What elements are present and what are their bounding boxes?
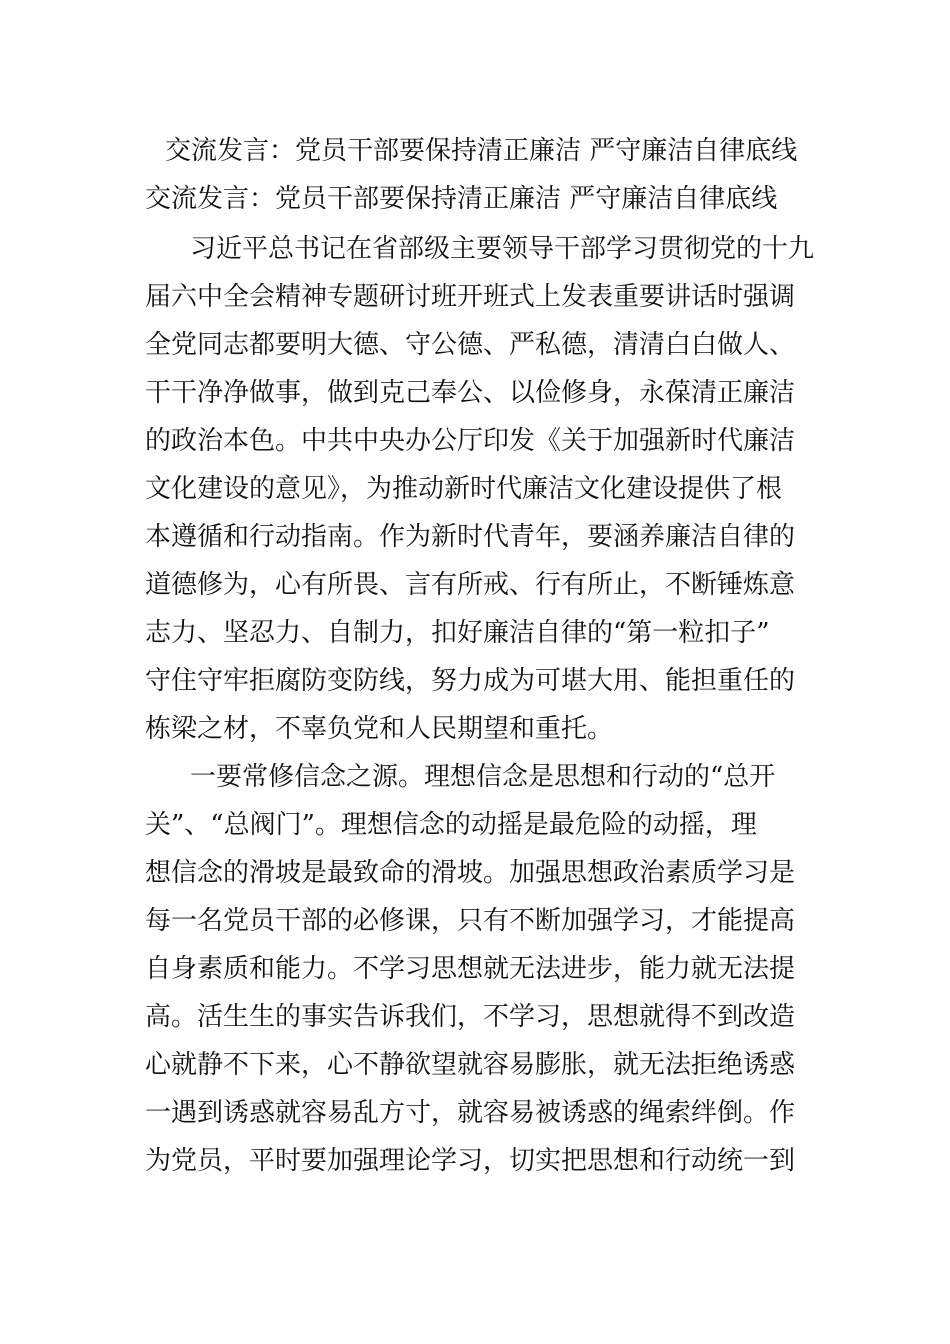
paragraph-1-line-11: 栋梁之材，不辜负党和人民期望和重托。 <box>145 714 614 744</box>
paragraph-2-line-9: 为党员，平时要加强理论学习，切实把思想和行动统一到 <box>145 1146 796 1176</box>
paragraph-1-line-7: 本遵循和行动指南。作为新时代青年，要涵养廉洁自律的 <box>145 522 796 552</box>
paragraph-2-line-7: 心就静不下来，心不静欲望就容易膨胀，就无法拒绝诱惑 <box>145 1050 796 1080</box>
paragraph-2-line-2: 关”、“总阀门”。理想信念的动摇是最危险的动摇，理 <box>145 810 757 840</box>
paragraph-2-line-4: 每一名党员干部的必修课，只有不断加强学习，才能提高 <box>145 906 796 936</box>
paragraph-1-line-8: 道德修为，心有所畏、言有所戒、行有所止，不断锤炼意 <box>145 570 796 600</box>
document-title: 交流发言：党员干部要保持清正廉洁 严守廉洁自律底线 <box>165 136 798 166</box>
paragraph-1-line-5: 的政治本色。中共中央办公厅印发《关于加强新时代廉洁 <box>145 426 796 456</box>
paragraph-1-line-2: 届六中全会精神专题研讨班开班式上发表重要讲话时强调 <box>145 282 796 312</box>
paragraph-1-line-3: 全党同志都要明大德、守公德、严私德，清清白白做人、 <box>145 330 796 360</box>
paragraph-2-line-5: 自身素质和能力。不学习思想就无法进步，能力就无法提 <box>145 954 796 984</box>
document-subtitle: 交流发言：党员干部要保持清正廉洁 严守廉洁自律底线 <box>145 184 778 214</box>
paragraph-1-line-9: 志力、坚忍力、自制力，扣好廉洁自律的“第一粒扣子” <box>145 618 770 648</box>
paragraph-2-line-8: 一遇到诱惑就容易乱方寸，就容易被诱惑的绳索绊倒。作 <box>145 1098 796 1128</box>
paragraph-1-line-6: 文化建设的意见》，为推动新时代廉洁文化建设提供了根 <box>145 474 783 504</box>
paragraph-1-line-1: 习近平总书记在省部级主要领导干部学习贯彻党的十九 <box>190 234 815 264</box>
paragraph-1-line-4: 干干净净做事，做到克己奉公、以俭修身，永葆清正廉洁 <box>145 378 796 408</box>
paragraph-1-line-10: 守住守牢拒腐防变防线，努力成为可堪大用、能担重任的 <box>145 666 796 696</box>
paragraph-2-line-1: 一要常修信念之源。理想信念是思想和行动的“总开 <box>190 762 776 792</box>
paragraph-2-line-6: 高。活生生的事实告诉我们，不学习，思想就得不到改造 <box>145 1002 796 1032</box>
paragraph-2-line-3: 想信念的滑坡是最致命的滑坡。加强思想政治素质学习是 <box>145 858 796 888</box>
